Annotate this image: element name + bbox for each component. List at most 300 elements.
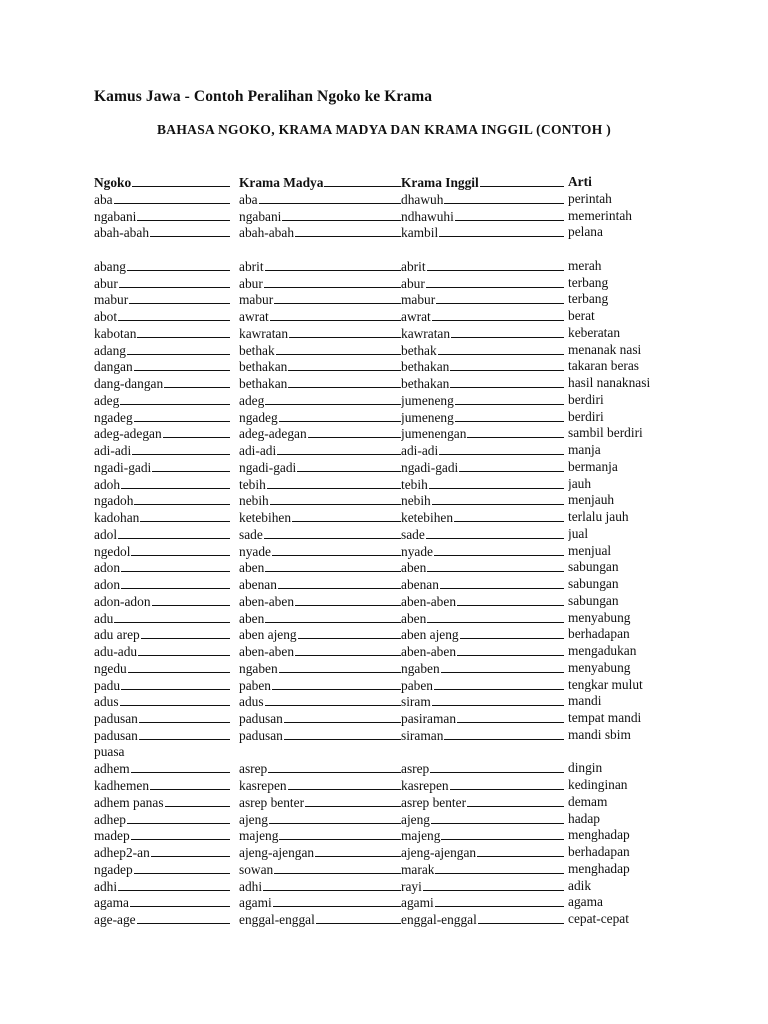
leader-line (165, 794, 230, 807)
table-row (94, 760, 674, 777)
cell-ngoko: ngadi-gadi (94, 459, 230, 476)
table-row (94, 878, 674, 895)
cell-arti: menghadap (568, 860, 630, 876)
cell-madya: ajeng-ajengan (239, 844, 401, 861)
leader-line (457, 643, 564, 656)
leader-line (114, 610, 230, 623)
cell-inggil: pasiraman (401, 710, 564, 727)
table-row (94, 559, 674, 576)
leader-line (279, 409, 401, 422)
table-row (94, 777, 674, 794)
cell-inggil: abur (401, 275, 564, 292)
leader-line (284, 727, 401, 740)
leader-line (138, 643, 230, 656)
cell-madya: agami (239, 894, 401, 911)
cell-madya: adhi (239, 878, 401, 895)
cell-madya: abur (239, 275, 401, 292)
leader-line (127, 811, 230, 824)
leader-line (435, 894, 564, 907)
cell-ngoko: adhep (94, 811, 230, 828)
cell-madya: adi-adi (239, 442, 401, 459)
leader-line (150, 777, 230, 790)
header-krama-madya: Krama Madya (239, 174, 401, 191)
cell-inggil: ngaben (401, 660, 564, 677)
cell-arti: berhadapan (568, 626, 630, 642)
header-arti: Arti (568, 174, 592, 189)
table-row (94, 727, 674, 744)
table-row (94, 626, 674, 643)
cell-ngoko: adi-adi (94, 442, 230, 459)
cell-inggil: majeng (401, 827, 564, 844)
leader-line (118, 878, 230, 891)
cell-inggil: nebih (401, 492, 564, 509)
cell-ngoko: kadhemen (94, 777, 230, 794)
leader-line (427, 610, 564, 623)
table-row (94, 291, 674, 308)
table-row (94, 308, 674, 325)
cell-arti: menjauh (568, 492, 615, 508)
leader-line (276, 342, 401, 355)
cell-arti: bermanja (568, 458, 618, 474)
cell-arti: pelana (568, 224, 603, 240)
leader-line (273, 894, 401, 907)
leader-line (132, 174, 230, 187)
cell-ngoko: ngadep (94, 861, 230, 878)
leader-line (121, 476, 230, 489)
cell-ngoko: abang (94, 258, 230, 275)
cell-inggil: asrep benter (401, 794, 564, 811)
table-row (94, 358, 674, 375)
leader-line (455, 409, 564, 422)
cell-inggil: bethakan (401, 358, 564, 375)
cell-madya: nyade (239, 543, 401, 560)
cell-ngoko: adu-adu (94, 643, 230, 660)
table-row (94, 677, 674, 694)
leader-line (295, 593, 401, 606)
leader-line (284, 710, 401, 723)
cell-inggil: nyade (401, 543, 564, 560)
cell-inggil: aben-aben (401, 593, 564, 610)
leader-line (444, 191, 564, 204)
cell-arti: memerintah (568, 207, 632, 223)
cell-madya: abrit (239, 258, 401, 275)
cell-madya: ngadeg (239, 409, 401, 426)
cell-inggil: bethak (401, 342, 564, 359)
leader-line (427, 258, 564, 271)
leader-line (139, 710, 230, 723)
cell-ngoko: dang-dangan (94, 375, 230, 392)
cell-ngoko: adang (94, 342, 230, 359)
cell-arti: sabungan (568, 576, 619, 591)
leader-line (150, 224, 230, 237)
leader-line (455, 392, 564, 405)
cell-arti: berat (568, 308, 595, 323)
cell-arti: agama (568, 894, 603, 910)
leader-line (457, 593, 564, 606)
leader-line (423, 878, 564, 891)
cell-madya: sade (239, 526, 401, 543)
header-krama-inggil: Krama Inggil (401, 174, 564, 191)
cell-madya: padusan (239, 710, 401, 727)
table-row (94, 794, 674, 811)
table-row (94, 660, 674, 677)
leader-line (435, 861, 564, 874)
leader-line (288, 358, 401, 371)
cell-madya: ketebihen (239, 509, 401, 526)
cell-inggil: siraman (401, 727, 564, 744)
table-row (94, 492, 674, 509)
cell-arti: dingin (568, 760, 603, 776)
leader-line (270, 492, 401, 505)
leader-line (439, 224, 564, 237)
cell-arti: mandi sbim (568, 726, 631, 742)
cell-arti: hasil nanaknasi (568, 375, 651, 390)
leader-line (137, 208, 230, 221)
cell-inggil: aben (401, 610, 564, 627)
cell-arti: manja (568, 442, 601, 457)
leader-line (265, 693, 401, 706)
cell-inggil: rayi (401, 878, 564, 895)
leader-line (134, 861, 230, 874)
leader-line (139, 727, 230, 740)
cell-inggil: jumeneng (401, 409, 564, 426)
leader-line (131, 543, 230, 556)
wrapped-text: puasa (94, 743, 125, 759)
table-row (94, 911, 674, 928)
leader-line (152, 593, 230, 606)
table-row (94, 224, 674, 241)
leader-line (450, 358, 564, 371)
leader-line (118, 526, 230, 539)
cell-ngoko: ngadoh (94, 492, 230, 509)
cell-madya: adus (239, 693, 401, 710)
leader-line (263, 878, 401, 891)
leader-line (289, 325, 401, 338)
leader-line (434, 543, 564, 556)
leader-line (297, 459, 401, 472)
table-row (94, 543, 674, 560)
cell-ngoko: adus (94, 693, 230, 710)
cell-ngoko: adhep2-an (94, 844, 230, 861)
cell-madya: asrep benter (239, 794, 401, 811)
leader-line (267, 476, 401, 489)
leader-line (128, 660, 230, 673)
cell-arti: tengkar mulut (568, 676, 643, 692)
cell-madya: awrat (239, 308, 401, 325)
cell-madya: aben-aben (239, 643, 401, 660)
table-row (94, 425, 674, 442)
cell-arti: mengadukan (568, 643, 637, 658)
leader-line (279, 660, 401, 673)
cell-ngoko: adon-adon (94, 593, 230, 610)
leader-line (163, 425, 230, 438)
leader-line (129, 291, 230, 304)
cell-inggil: bethakan (401, 375, 564, 392)
table-row (94, 861, 674, 878)
cell-inggil: mabur (401, 291, 564, 308)
leader-line (127, 342, 230, 355)
cell-ngoko: aba (94, 191, 230, 208)
leader-line (292, 509, 401, 522)
cell-madya: bethakan (239, 375, 401, 392)
cell-arti: sabungan (568, 559, 619, 575)
table-row (94, 476, 674, 493)
cell-inggil: awrat (401, 308, 564, 325)
cell-madya: sowan (239, 861, 401, 878)
cell-inggil: tebih (401, 476, 564, 493)
leader-line (131, 827, 230, 840)
cell-madya: majeng (239, 827, 401, 844)
cell-arti: cepat-cepat (568, 911, 629, 926)
leader-line (431, 811, 564, 824)
document-title: Kamus Jawa - Contoh Peralihan Ngoko ke Krama (94, 88, 433, 105)
table-row (94, 275, 674, 292)
table-row (94, 509, 674, 526)
cell-ngoko: kabotan (94, 325, 230, 342)
cell-arti: jauh (568, 475, 592, 491)
leader-line (121, 677, 230, 690)
cell-madya: ngaben (239, 660, 401, 677)
table-row (94, 894, 674, 911)
cell-arti: keberatan (568, 324, 621, 340)
leader-line (265, 559, 401, 572)
leader-line (429, 476, 564, 489)
leader-line (114, 191, 230, 204)
leader-line (478, 911, 564, 924)
leader-line (288, 375, 401, 388)
leader-line (134, 492, 230, 505)
table-row (94, 409, 674, 426)
table-row (94, 693, 674, 710)
cell-madya: adeg-adegan (239, 425, 401, 442)
leader-line (434, 677, 564, 690)
cell-inggil: abrit (401, 258, 564, 275)
cell-inggil: agami (401, 894, 564, 911)
cell-madya: ngabani (239, 208, 401, 225)
cell-inggil: asrep (401, 760, 564, 777)
leader-line (450, 777, 564, 790)
cell-inggil: marak (401, 861, 564, 878)
dictionary-table (94, 174, 674, 928)
cell-inggil: enggal-enggal (401, 911, 564, 928)
cell-madya: kasrepen (239, 777, 401, 794)
leader-line (454, 509, 564, 522)
cell-madya: aba (239, 191, 401, 208)
cell-ngoko: madep (94, 827, 230, 844)
leader-line (274, 291, 401, 304)
table-row (94, 827, 674, 844)
table-row (94, 342, 674, 359)
leader-line (436, 291, 564, 304)
leader-line (426, 275, 564, 288)
cell-ngoko: adon (94, 576, 230, 593)
cell-ngoko: abur (94, 275, 230, 292)
table-row (94, 610, 674, 627)
document-subtitle: BAHASA NGOKO, KRAMA MADYA DAN KRAMA INGGIL (CONTOH ) (156, 122, 611, 137)
leader-line (264, 526, 401, 539)
cell-inggil: kambil (401, 224, 564, 241)
leader-line (460, 626, 564, 639)
leader-line (432, 308, 564, 321)
table-row (94, 710, 674, 727)
cell-arti: berhadapan (568, 844, 630, 859)
table-header-row (94, 174, 674, 191)
leader-line (121, 576, 230, 589)
leader-line (119, 275, 230, 288)
leader-line (134, 409, 230, 422)
cell-madya: abah-abah (239, 224, 401, 241)
leader-line (444, 727, 564, 740)
leader-line (272, 677, 401, 690)
header-ngoko: Ngoko (94, 174, 230, 191)
leader-line (432, 492, 564, 505)
leader-line (141, 626, 230, 639)
leader-line (272, 543, 401, 556)
cell-inggil: dhawuh (401, 191, 564, 208)
leader-line (264, 275, 401, 288)
cell-ngoko: adon (94, 559, 230, 576)
cell-madya: bethakan (239, 358, 401, 375)
leader-line (279, 827, 401, 840)
leader-line (118, 308, 230, 321)
cell-madya: aben (239, 559, 401, 576)
leader-line (427, 559, 564, 572)
cell-arti: adik (568, 877, 592, 893)
cell-inggil: aben ajeng (401, 626, 564, 643)
leader-line (270, 308, 401, 321)
leader-line (459, 459, 564, 472)
leader-line (152, 459, 230, 472)
cell-arti: menjual (568, 542, 612, 558)
cell-ngoko: ngedol (94, 543, 230, 560)
cell-arti: sabungan (568, 592, 619, 608)
cell-ngoko: adhem panas (94, 794, 230, 811)
cell-ngoko: mabur (94, 291, 230, 308)
cell-inggil: siram (401, 693, 564, 710)
cell-arti: berdiri (568, 408, 604, 424)
cell-arti: merah (568, 257, 602, 273)
cell-inggil: aben (401, 559, 564, 576)
leader-line (282, 208, 401, 221)
table-row (94, 811, 674, 828)
cell-ngoko: ngedu (94, 660, 230, 677)
cell-madya: mabur (239, 291, 401, 308)
cell-arti: jual (568, 525, 589, 541)
leader-line (438, 342, 564, 355)
leader-line (450, 375, 564, 388)
cell-inggil: ajeng-ajengan (401, 844, 564, 861)
cell-madya: abenan (239, 576, 401, 593)
cell-ngoko: padusan (94, 710, 230, 727)
cell-arti: terbang (568, 291, 609, 307)
cell-madya: ajeng (239, 811, 401, 828)
leader-line (467, 794, 564, 807)
cell-madya: kawratan (239, 325, 401, 342)
table-row (94, 459, 674, 476)
leader-line (439, 442, 564, 455)
cell-madya: adeg (239, 392, 401, 409)
cell-inggil: sade (401, 526, 564, 543)
table-row (94, 375, 674, 392)
leader-line (316, 911, 401, 924)
leader-line (432, 693, 564, 706)
leader-line (298, 626, 401, 639)
cell-arti: demam (568, 793, 608, 809)
leader-line (132, 442, 230, 455)
cell-madya: tebih (239, 476, 401, 493)
leader-line (455, 208, 564, 221)
leader-line (121, 559, 230, 572)
leader-line (467, 425, 564, 438)
cell-inggil: ndhawuhi (401, 208, 564, 225)
leader-line (441, 827, 564, 840)
cell-ngoko: abah-abah (94, 224, 230, 241)
cell-ngoko: adu arep (94, 626, 230, 643)
leader-line (130, 894, 230, 907)
cell-ngoko: adu (94, 610, 230, 627)
cell-arti: terbang (568, 274, 609, 290)
cell-madya: aben ajeng (239, 626, 401, 643)
cell-ngoko: adeg (94, 392, 230, 409)
cell-inggil: ketebihen (401, 509, 564, 526)
cell-madya: aben-aben (239, 593, 401, 610)
cell-arti: berdiri (568, 391, 604, 407)
leader-line (134, 358, 230, 371)
cell-ngoko: adoh (94, 476, 230, 493)
leader-line (164, 375, 230, 388)
cell-arti: takaran beras (568, 358, 640, 374)
leader-line (430, 760, 564, 773)
cell-inggil: kawratan (401, 325, 564, 342)
table-row (94, 258, 674, 275)
cell-ngoko: adeg-adegan (94, 425, 230, 442)
cell-ngoko: padu (94, 677, 230, 694)
cell-inggil: paben (401, 677, 564, 694)
leader-line (131, 760, 230, 773)
cell-madya: padusan (239, 727, 401, 744)
leader-line (451, 325, 564, 338)
leader-line (324, 174, 401, 187)
table-row (94, 844, 674, 861)
leader-line (265, 610, 401, 623)
cell-inggil: adi-adi (401, 442, 564, 459)
cell-inggil: kasrepen (401, 777, 564, 794)
leader-line (477, 844, 564, 857)
leader-line (277, 442, 401, 455)
cell-ngoko: ngadeg (94, 409, 230, 426)
cell-inggil: abenan (401, 576, 564, 593)
leader-line (441, 660, 564, 673)
table-row (94, 593, 674, 610)
table-row (94, 392, 674, 409)
leader-line (480, 174, 564, 187)
cell-ngoko: adhem (94, 760, 230, 777)
cell-arti: kedinginan (568, 777, 628, 792)
leader-line (278, 576, 401, 589)
cell-arti: hadap (568, 810, 600, 826)
cell-ngoko: adhi (94, 878, 230, 895)
cell-arti: terlalu jauh (568, 509, 629, 524)
cell-ngoko: padusan (94, 727, 230, 744)
table-row (94, 643, 674, 660)
table-row (94, 442, 674, 459)
leader-line (259, 191, 401, 204)
cell-arti: menanak nasi (568, 341, 642, 357)
leader-line (295, 224, 401, 237)
cell-madya: paben (239, 677, 401, 694)
cell-inggil: jumeneng (401, 392, 564, 409)
table-row (94, 576, 674, 593)
